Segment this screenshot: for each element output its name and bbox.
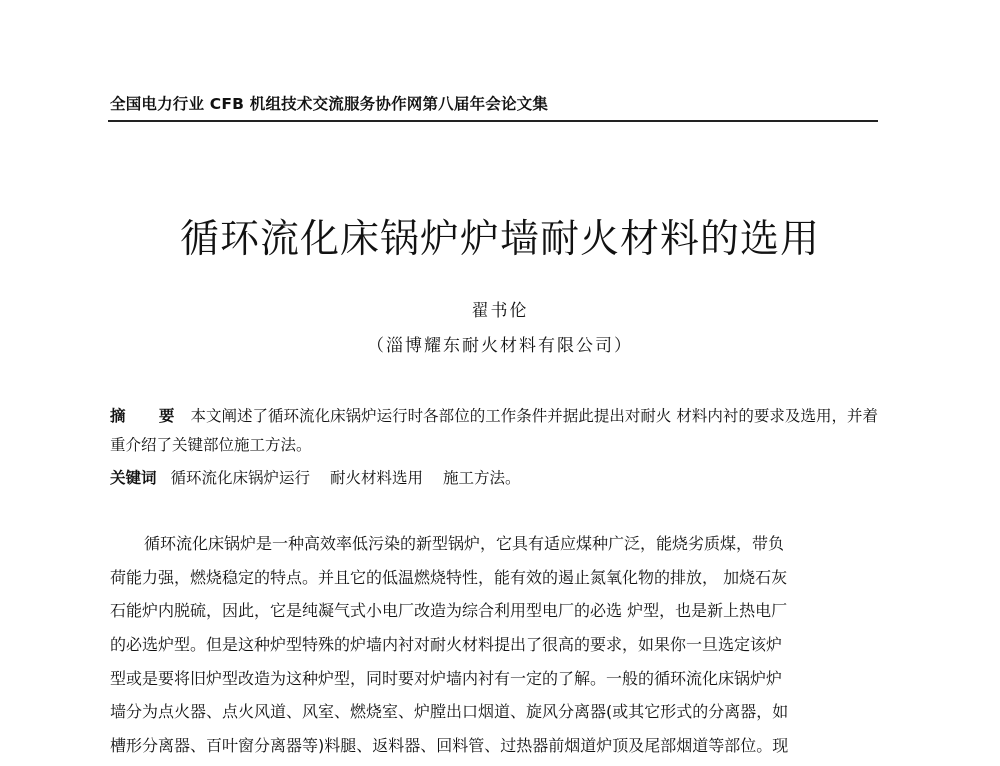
body-text [110, 530, 878, 766]
body-line: 循环流化床锅炉是一种高效率低污染的新型锅炉，它具有适应煤种广泛，能烧劣质煤，带负 [144, 534, 785, 553]
body-line: 的必选炉型。但是这种炉型特殊的炉墙内衬对耐火材料提出了很高的要求，如果你一旦选定该炉 [110, 635, 783, 655]
keywords-label: 关键词 [110, 469, 157, 487]
body-line: 荷能力强，燃烧稳定的特点。并且它的低温燃烧特性，能有效的遏止氮氧化物的排放， 加烧石灰 [110, 567, 788, 587]
author-affiliation: （淄博耀东耐火材料有限公司） [367, 336, 633, 356]
keyword-item: 循环流化床锅炉运行 [170, 469, 311, 487]
abstract-label: 摘 要 [110, 407, 189, 425]
keyword-item: 耐火材料选用 [330, 469, 424, 487]
abstract-text: 本文阐述了循环流化床锅炉运行时各部位的工作条件并据此提出对耐火 材料内衬的要求及选用，并着重介绍了关键部位施工方法。 [110, 407, 878, 454]
body-line: 型或是要将旧炉型改造为这种炉型，同时要对炉墙内衬有一定的了解。一般的循环流化床锅炉炉 [110, 668, 783, 688]
abstract [110, 402, 878, 460]
running-header: 全国电力行业 CFB 机组技术交流服务协作网第八届年会论文集 [110, 95, 549, 113]
keywords [110, 466, 878, 490]
author-name: 翟书伦 [471, 301, 529, 321]
body-line: 墙分为点火器、点火风道、风室、燃烧室、炉膛出口烟道、旋风分离器(或其它形式的分离器，如 [110, 702, 789, 722]
header-rule [108, 120, 878, 122]
keyword-item: 施工方法。 [443, 469, 521, 487]
body-line: 石能炉内脱硫，因此，它是纯凝气式小电厂改造为综合利用型电厂的必选 炉型，也是新上热电厂 [110, 601, 788, 621]
body-line: 槽形分离器、百叶窗分离器等)料腿、返料器、回料管、过热器前烟道炉顶及尾部烟道等部位。现 [110, 736, 789, 756]
paper-title: 循环流化床锅炉炉墙耐火材料的选用 [179, 217, 820, 262]
